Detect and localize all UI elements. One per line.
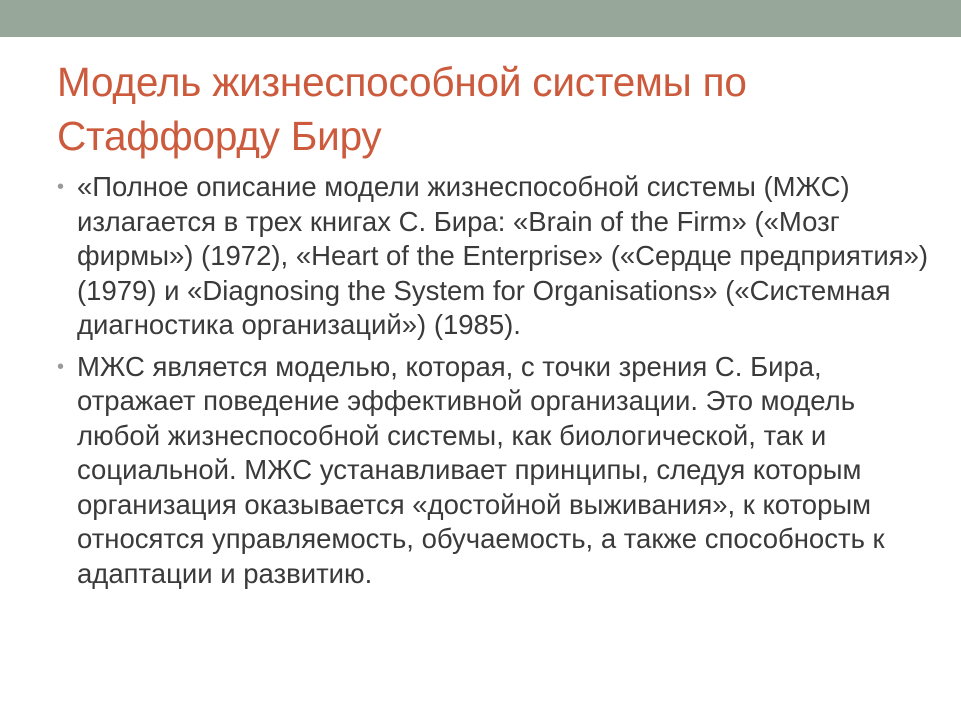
bullet-item-1 [57, 170, 937, 343]
bullet-item-2 [57, 350, 937, 592]
top-decorative-band [0, 0, 961, 37]
bullet-text-1: «Полное описание модели жизнеспособной системы (МЖС) излагается в трех книгах С. Бира: «Brain of the Firm» («Мозг фирмы») (1972), «Heart of the Enterprise» («Сердце предприятия») (1979) и «Diagnosing the System for Organisations» («Системная диагностика организаций») (1985). [77, 171, 929, 340]
bullet-icon: • [57, 176, 65, 198]
bullet-list [57, 170, 937, 598]
bullet-text-2: МЖС является моделью, которая, с точки зрения С. Бира, отражает поведение эффективной организации. Это модель любой жизнеспособной системы, как биологической, так и социальной. МЖС устанавливает принципы, следуя которым организация оказывается «достойной выживания», к которым относятся управляемость, обучаемость, а также способность к адаптации и развитию. [77, 350, 885, 589]
bullet-icon: • [57, 355, 65, 378]
slide-title: Модель жизнеспособной системы по Стаффорду Биру [57, 59, 747, 159]
